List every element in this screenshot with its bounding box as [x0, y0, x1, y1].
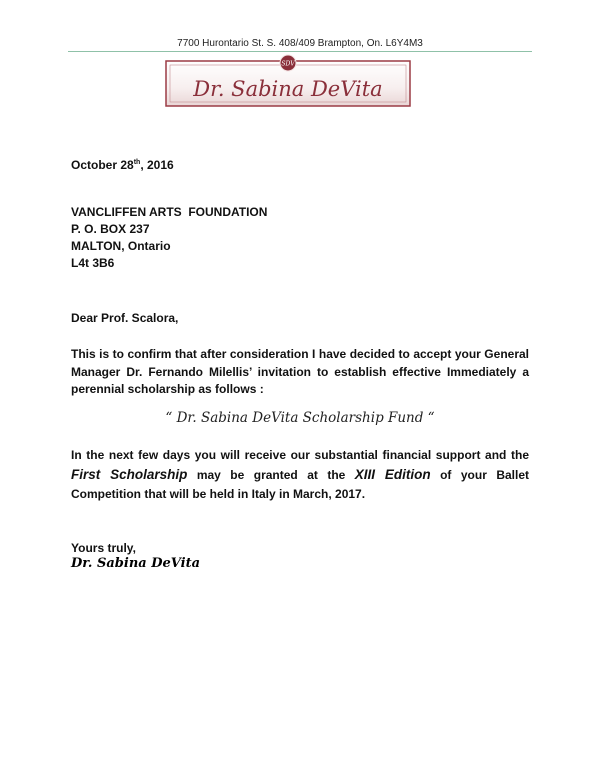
recipient-box: P. O. BOX 237	[71, 222, 150, 236]
letter-date: October 28th, 2016	[71, 158, 174, 172]
paragraph-support: In the next few days you will receive our substantial financial support and the First Scholarship may be granted at the XIII Edition of your Ballet Competition that will be held in Italy in March, 2017.	[71, 448, 530, 501]
first-scholarship-emphasis: First Scholarship	[71, 467, 188, 482]
date-suffix: th	[133, 159, 141, 166]
scholarship-fund-title: “ Dr. Sabina DeVita Scholarship Fund “	[165, 410, 435, 426]
signature: Dr. Sabina DeVita	[71, 556, 200, 571]
salutation: Dear Prof. Scalora,	[71, 311, 179, 325]
letterhead-logo	[165, 53, 411, 107]
monogram-text: SDV	[281, 60, 295, 68]
recipient-postal: L4t 3B6	[71, 256, 115, 270]
xiii-edition-emphasis: XIII Edition	[354, 467, 431, 482]
logo-name: Dr. Sabina DeVita	[193, 77, 383, 101]
recipient-block	[71, 204, 529, 272]
header-divider	[68, 51, 532, 52]
letterhead-address: 7700 Hurontario St. S. 408/409 Brampton, On. L6Y4M3	[177, 38, 423, 49]
closing: Yours truly,	[71, 541, 136, 555]
recipient-city: MALTON, Ontario	[71, 239, 171, 253]
recipient-name: VANCLIFFEN ARTS FOUNDATION	[71, 205, 268, 219]
paragraph-confirmation: This is to confirm that after consideration I have decided to accept your General Manager Dr. Fernando Milellis’ invitation to establish effective Immediately a perennial scholarship as follows :	[71, 347, 529, 396]
